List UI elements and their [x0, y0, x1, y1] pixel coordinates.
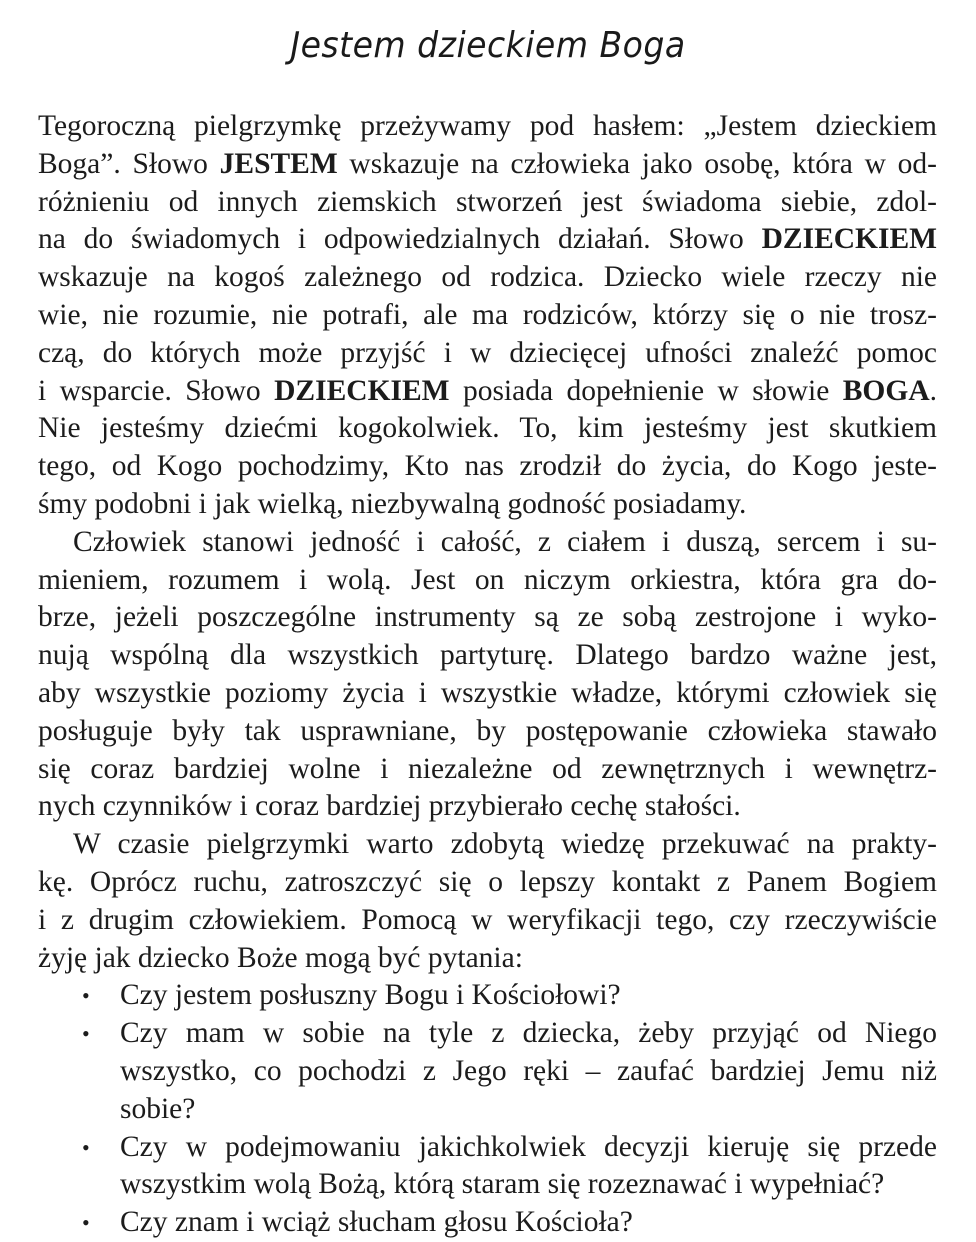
- text-line: różnieniu od innych ziemskich stworzeń jest świadoma siebie, zdol-: [38, 185, 937, 218]
- emphasis-jestem: JESTEM: [219, 147, 338, 180]
- text-line: żyję jak dziecko Boże mogą być pytania:: [38, 941, 523, 974]
- text-line: mieniem, rozumem i wolą. Jest on niczym orkiestra, która gra do-: [38, 563, 937, 596]
- bullet-icon: •: [82, 1021, 90, 1047]
- text-line: kę. Oprócz ruchu, zatroszczyć się o lepszy kontakt z Panem Bogiem: [38, 865, 937, 898]
- text-line: Tegoroczną pielgrzymkę przeżywamy pod hasłem: „Jestem dzieckiem: [38, 110, 937, 142]
- bullet-icon: •: [82, 983, 90, 1009]
- list-item: • Czy jestem posłuszny Bogu i Kościołowi?: [38, 977, 937, 1015]
- page-title: Jestem dzieckiem Boga: [290, 25, 686, 67]
- paragraph-3: [38, 826, 937, 977]
- text-line: aby wszystkie poziomy życia i wszystkie władze, którymi człowiek się: [38, 676, 937, 709]
- text-line: brze, jeżeli poszczególne instrumenty są ze sobą zestrojone i wyko-: [38, 601, 937, 634]
- paragraph-1: [38, 108, 937, 524]
- text-line: nych czynników i coraz bardziej przybierało cechę stałości.: [38, 790, 741, 823]
- text-line: posługuje były tak usprawniane, by postępowanie człowieka stawało: [38, 714, 937, 747]
- emphasis-dzieckiem: DZIECKIEM: [274, 374, 450, 407]
- text-line: się coraz bardziej wolne i niezależne od zewnętrznych i wewnętrz-: [38, 752, 937, 785]
- list-item: • Czy znam i wciąż słucham głosu Kościoła?: [38, 1204, 937, 1242]
- text-line: czą, do których może przyjść i w dziecięcej ufności znaleźć pomoc: [38, 336, 937, 369]
- emphasis-boga: BOGA: [842, 374, 930, 407]
- text-line: wskazuje na kogoś zależnego od rodzica. Dziecko wiele rzeczy nie: [38, 261, 937, 294]
- text-line: Nie jesteśmy dziećmi kogokolwiek. To, kim jesteśmy jest skutkiem: [38, 412, 937, 445]
- text-line: i wsparcie. Słowo DZIECKIEM posiada dopełnienie w słowie BOGA.: [38, 374, 937, 407]
- text-line: na do świadomych i odpowiedzialnych działań. Słowo DZIECKIEM: [38, 223, 937, 256]
- list-item: • Czy w podejmowaniu jakichkolwiek decyzji kieruję się przede wszystkim wolą Bożą, którą staram się rozeznawać i wypełniać?: [82, 1130, 937, 1201]
- text-line: tego, od Kogo pochodzimy, Kto nas zrodził do życia, do Kogo jeste-: [38, 450, 937, 483]
- text-line: W czasie pielgrzymki warto zdobytą wiedzę przekuwać na prakty-: [73, 828, 937, 861]
- text-line: Boga”. Słowo JESTEM wskazuje na człowieka jako osobę, która w od-: [38, 147, 938, 180]
- paragraph-2: [38, 524, 937, 826]
- emphasis-dzieckiem: DZIECKIEM: [761, 223, 937, 256]
- bullet-icon: •: [82, 1134, 90, 1160]
- text-line: nują wspólną dla wszystkich partyturę. Dlatego bardzo ważne jest,: [38, 639, 937, 672]
- text-line: Człowiek stanowi jedność i całość, z ciałem i duszą, sercem i su-: [73, 525, 937, 558]
- bullet-icon: •: [82, 1210, 90, 1236]
- question-list: [38, 977, 937, 1242]
- text-line: wie, nie rozumie, nie potrafi, ale ma rodziców, którzy się o nie trosz-: [38, 298, 937, 331]
- list-item: • Czy mam w sobie na tyle z dziecka, żeby przyjąć od Niego wszystko, co pochodzi z Jego ręki – zaufać bardziej Jemu niż sobie?: [82, 1017, 937, 1125]
- text-line: i z drugim człowiekiem. Pomocą w weryfikacji tego, czy rzeczywiście: [38, 903, 937, 936]
- text-line: śmy podobni i jak wielką, niezbywalną godność posiadamy.: [38, 487, 747, 520]
- article-body: [38, 108, 937, 1242]
